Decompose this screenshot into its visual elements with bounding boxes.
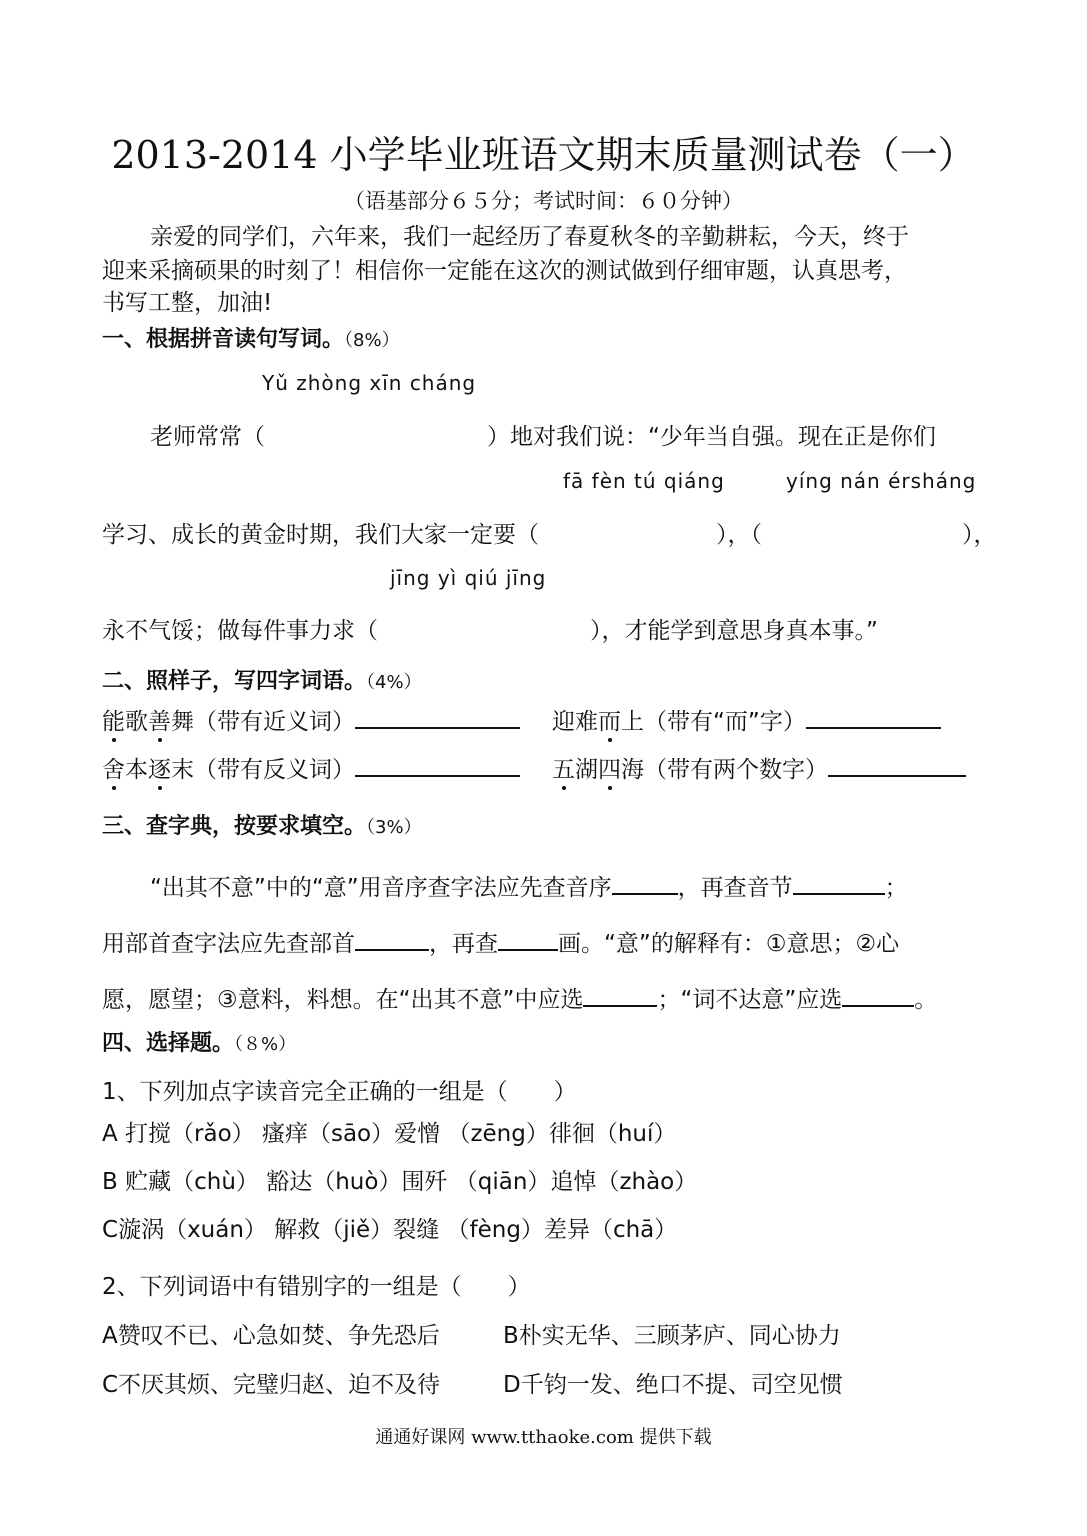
option-pair: 漩涡（xuán） — [118, 1217, 267, 1243]
exam-subtitle: （语基部分６５分；考试时间：６０分钟） — [344, 189, 743, 213]
s3-line-2b: ，再查 — [429, 931, 498, 957]
section2-heading — [102, 664, 422, 695]
s3-line-1c: ； — [884, 875, 908, 901]
intro-line-2: 迎来采摘硕果的时刻了！相信你一定能在这次的测试做到仔细审题，认真思考， — [102, 258, 907, 284]
option-pair: 差异（chā） — [543, 1217, 678, 1243]
option-pair: 爱憎 （zēng） — [394, 1121, 549, 1147]
option-pair: 贮藏（chù） — [125, 1169, 259, 1195]
emph-char: 五 — [552, 751, 575, 784]
s3-line-1a: “出其不意”中的“意”用音序查字法应先查音序 — [150, 875, 612, 901]
s2-text-a: 学习、成长的黄金时期，我们大家一定要（ — [102, 522, 539, 548]
s1-text-a: 老师常常（ — [150, 424, 265, 450]
s3-text-b: ），才能学到意思身真本事。” — [590, 618, 878, 644]
option-pair: 裂缝 （fèng） — [393, 1217, 544, 1243]
section2-percent: （4%） — [366, 672, 422, 693]
section4-title: 四、选择题。 — [102, 1031, 235, 1056]
option-label: C — [102, 1217, 119, 1243]
s3-line-2a: 用部首查字法应先查部首 — [102, 931, 355, 957]
answer-blank[interactable] — [355, 705, 520, 729]
section1-percent: （8%） — [344, 330, 400, 351]
pinyin-2a: fā fèn tú qiáng — [563, 469, 725, 493]
answer-blank[interactable] — [498, 927, 558, 951]
q2-option-d: D千钧一发、绝口不提、司空见惯 — [503, 1372, 843, 1398]
option-pair: 追悼（zhào） — [550, 1169, 698, 1195]
q1-option-b — [102, 1163, 697, 1196]
q1-option-a — [102, 1115, 676, 1148]
footer-source: 通通好课网 www.tthaoke.com 提供下载 — [375, 1427, 712, 1448]
section2-title: 二、照样子，写四字词语。 — [102, 669, 367, 694]
pinyin-3: jīng yì qiú jīng — [390, 566, 547, 590]
emph-char: 逐 — [148, 751, 171, 784]
answer-blank[interactable] — [828, 753, 966, 777]
section3-percent: （3%） — [366, 817, 422, 838]
q1-option-c — [102, 1211, 677, 1244]
s3-line-1 — [150, 869, 908, 902]
s3-line-3 — [102, 981, 937, 1014]
emph-char: 善 — [148, 703, 171, 736]
s3-line-2c: 画。“意”的解释有：①意思；②心 — [558, 931, 900, 957]
s3-line-1b: ，再查音节 — [677, 875, 793, 901]
q2-option-c: C不厌其烦、完璧归赵、迫不及待 — [102, 1372, 441, 1398]
emph-char: 四 — [598, 751, 621, 784]
section1-heading — [102, 322, 400, 353]
sample-word-3: 舍本逐末（带有反义词） — [102, 751, 520, 784]
sample-word-4: 五湖四海（带有两个数字） — [552, 751, 966, 784]
q2-option-a: A赞叹不已、心急如焚、争先恐后 — [102, 1323, 440, 1349]
sample-note-2: （带有“而”字） — [644, 709, 806, 735]
answer-blank[interactable] — [583, 983, 657, 1007]
answer-blank[interactable] — [793, 871, 885, 895]
pinyin-2b: yíng nán érsháng — [786, 469, 977, 493]
question-1: 1、下列加点字读音完全正确的一组是（ ） — [102, 1079, 577, 1105]
s3-line-3c: 。 — [914, 987, 938, 1013]
q2-option-b: B朴实无华、三顾茅庐、同心协力 — [503, 1323, 841, 1349]
section4-heading — [102, 1026, 296, 1057]
emph-char: 能 — [102, 703, 125, 736]
option-pair: 瘙痒（sāo） — [261, 1121, 395, 1147]
s2-text-b: ），（ — [716, 522, 762, 548]
option-label: A — [102, 1121, 118, 1147]
section4-percent: （８%） — [234, 1034, 297, 1055]
option-label: B — [102, 1169, 118, 1195]
s3-text-a: 永不气馁；做每件事力求（ — [102, 618, 378, 644]
s3-line-2 — [102, 925, 899, 958]
emph-char: 而 — [598, 703, 621, 736]
answer-blank[interactable] — [612, 871, 678, 895]
option-pair: 徘徊（huí） — [548, 1121, 677, 1147]
answer-blank[interactable] — [842, 983, 914, 1007]
sample-word-2: 迎难而上（带有“而”字） — [552, 703, 941, 736]
option-pair: 豁达（huò） — [266, 1169, 402, 1195]
s3-line-3b: ；“词不达意”应选 — [657, 987, 843, 1013]
sample-note-3: （带有反义词） — [194, 757, 355, 783]
section1-title: 一、根据拼音读句写词。 — [102, 327, 345, 352]
s1-text-b: ）地对我们说：“少年当自强。现在正是你们 — [487, 424, 936, 450]
s2-text-c: ）， — [962, 522, 997, 548]
section3-title: 三、查字典，按要求填空。 — [102, 814, 367, 839]
pinyin-1: Yǔ zhòng xīn cháng — [262, 371, 477, 395]
sample-note-4: （带有两个数字） — [644, 757, 828, 783]
sample-word-1: 能歌善舞（带有近义词） — [102, 703, 520, 736]
option-pair: 打搅（rǎo） — [125, 1121, 255, 1147]
answer-blank[interactable] — [355, 927, 429, 951]
answer-blank[interactable] — [806, 705, 941, 729]
intro-line-1: 亲爱的同学们，六年来，我们一起经历了春夏秋冬的辛勤耕耘，今天，终于 — [150, 224, 909, 250]
section3-heading — [102, 809, 422, 840]
option-pair: 解救（jiě） — [274, 1217, 394, 1243]
intro-line-3: 书写工整，加油! — [102, 290, 273, 316]
emph-char: 舍 — [102, 751, 125, 784]
sample-note-1: （带有近义词） — [194, 709, 355, 735]
option-pair: 围歼 （qiān） — [401, 1169, 551, 1195]
question-2: 2、下列词语中有错别字的一组是（ ） — [102, 1274, 531, 1300]
page-title: 2013-2014 小学毕业班语文期末质量测试卷（一） — [111, 133, 976, 177]
answer-blank[interactable] — [355, 753, 520, 777]
s3-line-3a: 愿，愿望；③意料，料想。在“出其不意”中应选 — [102, 987, 584, 1013]
